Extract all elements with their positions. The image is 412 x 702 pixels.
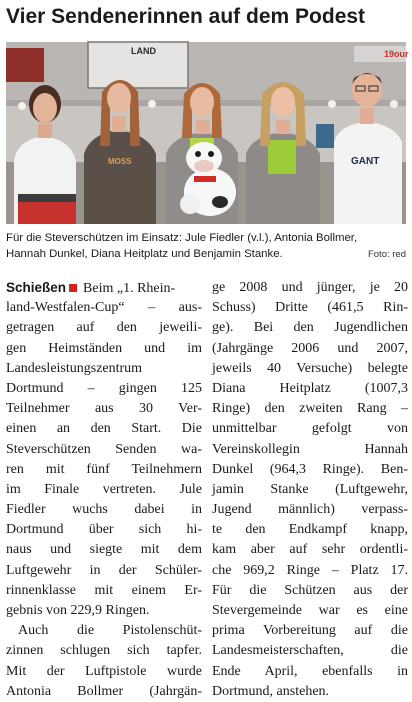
wall-sign-land: LAND <box>131 46 156 56</box>
article-text-line: Ringe) den zweiten Rang – <box>212 401 408 417</box>
article-text-line: Teilnehmer aus 30 Ver- <box>6 401 202 417</box>
article-text-line: Fiedler wuchs dabei in <box>6 502 202 518</box>
article-text-line: gen Heimständen und im <box>6 340 202 356</box>
article-text-line: Luftgewehr in der Schüler- <box>6 562 202 578</box>
article-text-line: ge). Bei den Jugendlichen <box>212 320 408 336</box>
article-text-line: Für die Schützen aus der <box>212 582 408 598</box>
article-text-line: unmittelbar gefolgt von <box>212 421 408 437</box>
article-text-line: jeweils 40 Versuche) belegte <box>212 360 408 376</box>
article-text-line: Dunkel (964,3 Ringe). Ben- <box>212 461 408 477</box>
article-text-line: prima Vorbereitung auf die <box>212 623 408 639</box>
article-text-line: rinnenklasse mit einem Er- <box>6 582 202 598</box>
wall-sign-corner: 19our <box>384 49 409 59</box>
article-text-line: land-Westfalen-Cup“ – aus- <box>6 300 202 316</box>
article-text-line: Dortmund – gingen 125 <box>6 380 202 396</box>
caption-line-1: Für die Steverschützen im Einsatz: Jule Fiedler (v.l.), Antonia Bollmer, <box>6 232 358 244</box>
article-text-line: Dortmund über sich hi- <box>6 522 202 538</box>
article-text-line: jamin Stanke (Luftgewehr, <box>212 481 408 497</box>
article-text-line: Landesmeisterschaften, die <box>212 643 408 659</box>
photo-caption <box>6 230 406 263</box>
red-square-marker <box>69 284 77 292</box>
article-text-line: Mit der Luftpistole wurde <box>6 663 202 679</box>
topic-lead-word: Schießen <box>6 280 67 295</box>
article-text-line: Jugend männlich) verpass- <box>212 502 408 518</box>
article-text-line: che 969,2 Ringe – Platz 17. <box>212 562 408 578</box>
article-text-line: ge 2008 und jünger, je 20 <box>212 280 408 295</box>
article-text-line: Dortmund, anstehen. <box>212 683 330 699</box>
article-column-2 <box>212 278 408 702</box>
article-text-line: Diana Heitplatz (1007,3 <box>212 380 408 396</box>
article-text-line: gebnis von 229,9 Ringen. <box>6 603 150 618</box>
article-text-line: Stevergemeinde war es eine <box>212 603 408 618</box>
article-text-line: getragen auf den jeweili- <box>6 320 202 336</box>
article-headline: Vier Sendenerinnen auf dem Podest <box>6 5 366 28</box>
column-1-first-line <box>6 278 202 298</box>
caption-line-2: Hannah Dunkel, Diana Heitplatz und Benjamin Stanke. <box>6 248 283 260</box>
article-text-line: im Finale vertreten. Jule <box>6 481 202 497</box>
article-text-line: Ende April, ebenfalls in <box>212 663 408 679</box>
article-text-line: kam aber auf sehr ordentli- <box>212 542 408 558</box>
first-line-text: Beim „1. Rhein- <box>83 281 176 296</box>
article-text-line: Schuss) Dritte (461,5 Rin- <box>212 300 408 316</box>
shirt-print-moss: MOSS <box>108 157 132 166</box>
article-text-line: naus und siegte mit dem <box>6 542 202 558</box>
article-text-line: Antonia Bollmer (Jahrgän- <box>6 683 202 699</box>
article-text-line: ren mit fünf Teilnehmern <box>6 461 202 477</box>
shirt-print-gant: GANT <box>351 156 380 167</box>
article-text-line: zinnen schlugen sich tapfer. <box>6 643 202 659</box>
photo-credit: Foto: red <box>367 249 406 260</box>
article-text-line: Steverschützen Senden wa- <box>6 441 202 457</box>
article-text-line: Auch die Pistolenschüt- <box>18 623 202 639</box>
article-text-line: Vereinskollegin Hannah <box>212 441 408 457</box>
team-photo <box>6 42 409 224</box>
article-text-line: (Jahrgänge 2006 und 2007, <box>212 340 408 356</box>
article-text-line: Landesleistungszentrum <box>6 360 143 376</box>
article-column-1 <box>6 278 202 702</box>
article-text-line: te den Endkampf knapp, <box>212 522 408 538</box>
article-text-line: einen an den Start. Die <box>6 421 202 437</box>
